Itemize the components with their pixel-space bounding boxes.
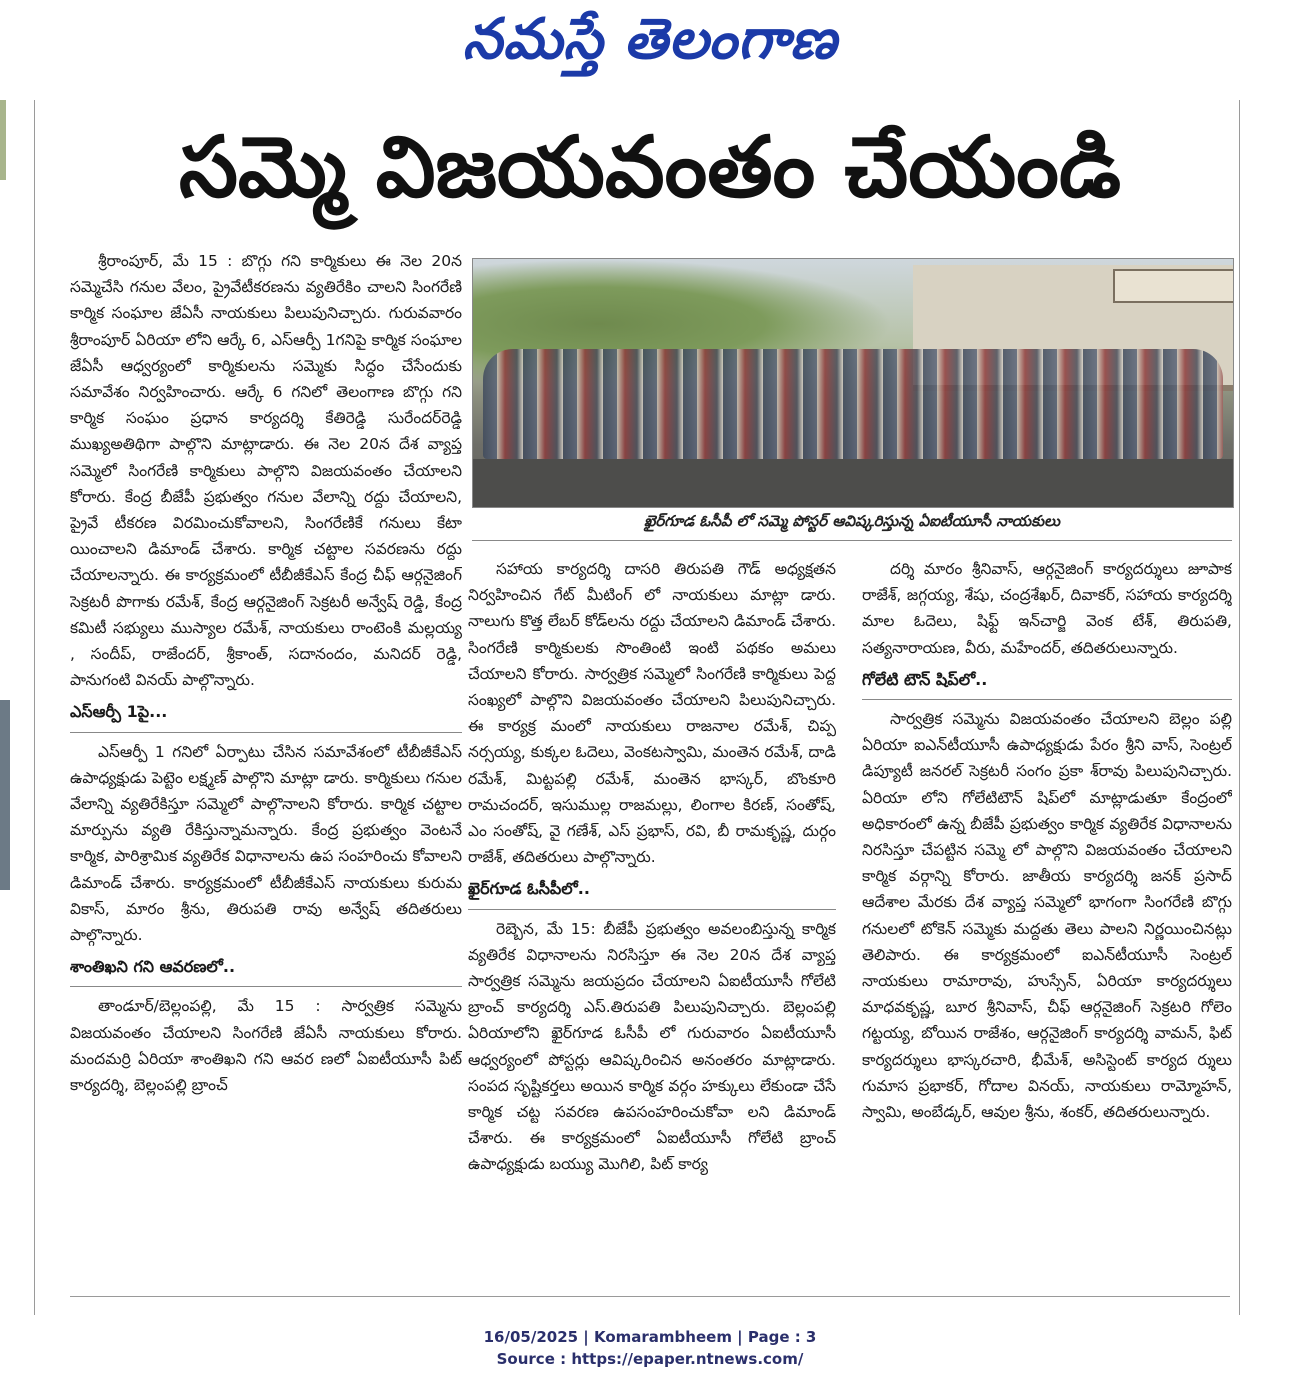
photo-signboard: [1113, 269, 1234, 303]
footer-source-link[interactable]: Source : https://epaper.ntnews.com/: [496, 1350, 804, 1368]
paragraph: తాండూర్/బెల్లంపల్లి, మే 15 : సార్వత్రిక సమ్మెను విజయవంతం చేయాలని సింగరేణి జేఏసీ నాయకులు కోరారు. మందమర్రి ఏరియా శాంతిఖని గని ఆవర ణలో ఏఐటీయూసీ పిట్ కార్యదర్శి, బెల్లంపల్లి బ్రాంచ్: [70, 997, 462, 1095]
article-photo: [472, 258, 1234, 508]
article-column-1: [70, 248, 462, 1294]
article-column-2: [468, 556, 836, 1286]
newspaper-logo: నమస్తే తెలంగాణ: [462, 6, 838, 72]
paragraph: శ్రీరాంపూర్, మే 15 : బొగ్గు గని కార్మికులు ఈ నెల 20న సమ్మెచేసి గనుల వేలం, ప్రైవేటీకరణను వ్యతిరేకిం చాలని సింగరేణి కార్మిక సంఘాల జేఏసీ నాయకులు పిలుపునిచ్చారు. గురువవారం శ్రీరాంపూర్ ఏరియా లోని ఆర్కే 6, ఎస్ఆర్పీ 1గనిపై కార్మిక సంఘాల జేఏసీ ఆధ్వర్యంలో కార్మికులను సమ్మెకు సిద్ధం చేసేందుకు సమావేశం నిర్వహించారు. ఆర్కే 6 గనిలో తెలంగాణ బొగ్గు గని కార్మిక సంఘం ప్రధాన కార్యదర్శి కేతిరెడ్డి సురేందర్‌రెడ్డి ముఖ్యఅతిథిగా పాల్గొని మాట్లాడారు. ఈ నెల 20న దేశ వ్యాప్త సమ్మెలో సింగరేణి కార్మికులు పాల్గొని విజయవంతం చేయాలని కోరారు. కేంద్ర బీజేపీ ప్రభుత్వం గనుల వేలాన్ని రద్దు చేయాలని, ప్రైవే టీకరణ విరమించుకోవాలని, సింగరేణికే గనులు కేటా యించాలని డిమాండ్ చేశారు. కార్మిక చట్టాల సవరణను రద్దు చేయాలన్నారు. ఈ కార్యక్రమంలో టీబీజీకేఎస్ కేంద్ర చీఫ్ ఆర్గనైజింగ్ సెక్రటరీ పొగాకు రమేశ్, కేంద్ర ఆర్గనైజింగ్ సెక్రటరీ అన్వేష్ రెడ్డి, కేంద్ర కమిటీ సభ్యులు ముస్యాల రమేశ్, నాయకులు రాంటెంకి మల్లయ్య , సందీప్, రాజేందర్, శ్రీకాంత్, సదానందం, మనిదర్ రెడ్డి, పానుగంటి వినయ్ పాల్గొన్నారు.: [70, 252, 462, 690]
photo-caption: ఖైర్‌గూడ ఓసీపీ లో సమ్మె పోస్టర్ ఆవిష్కరిస్తున్న ఏఐటీయూసీ నాయకులు: [472, 512, 1232, 541]
page-footer: [0, 1326, 1300, 1370]
adjacent-page-image: [0, 100, 6, 180]
photo-group-of-people: [483, 349, 1223, 459]
paragraph: సహాయ కార్యదర్శి దాసరి తిరుపతి గౌడ్ అధ్యక్షతన నిర్వహించిన గేట్ మీటింగ్ లో నాయకులు మాట్లా డారు. నాలుగు కొత్త లేబర్ కోడ్‌లను రద్దు చేయాలని డిమాండ్ చేశారు. సింగరేణి కార్మికులకు సొంతింటి ఇంటి పథకం అమలు చేయాలని కోరారు. సార్వత్రిక సమ్మెలో సింగరేణి కార్మికులు పెద్ద సంఖ్యలో పాల్గొని విజయవంతం చేయాలని పిలుపునిచ్చారు. ఈ కార్యక్ర మంలో నాయకులు రాజనాల రమేశ్, చిప్ప నర్సయ్య, కుక్కల ఓదెలు, వెంకటస్వామి, మంతెన రమేశ్, దాడి రమేశ్, మిట్టపల్లి రమేశ్, మంతెన భాస్కర్, బొంకూరి రామచందర్, ఇసుముల్ల రాజమల్లు, లింగాల కిరణ్, సంతోష్, ఎం సంతోష్, వై గణేశ్, ఎస్ ప్రభాస్, రవి, బీ రామకృష్ణ, దుర్గం రాజేశ్, తదితరులు పాల్గొన్నారు.: [468, 560, 836, 867]
paragraph: దర్శి మారం శ్రీనివాస్, ఆర్గనైజింగ్ కార్యదర్శులు జూపాక రాజేశ్, జగ్గయ్య, శేషు, చంద్రశేఖర్, దివాకర్, సహాయ కార్యదర్శి మాల ఓదెలు, షిఫ్ట్ ఇన్‌చార్జి వెంక టేశ్, తిరుపతి, సత్యనారాయణ, వీరు, మహేందర్, తదితరులున్నారు.: [862, 560, 1232, 657]
photo-road: [473, 459, 1233, 507]
footer-date-edition-page: 16/05/2025 | Komarambheem | Page : 3: [483, 1328, 817, 1346]
article-headline: సమ్మె విజయవంతం చేయండి: [178, 118, 1122, 216]
adjacent-page-image: [0, 700, 10, 890]
subheading: గోలేటి టౌన్ షిప్‌లో..: [862, 667, 1232, 700]
masthead: [0, 0, 1300, 92]
column-rule-left: [34, 100, 35, 1315]
paragraph: సార్వత్రిక సమ్మెను విజయవంతం చేయాలని బెల్లం పల్లి ఏరియా ఐఎన్‌టీయూసీ ఉపాధ్యక్షుడు పేరం శ్రీని వాస్, సెంట్రల్ డిప్యూటీ జనరల్ సెక్రటరీ సంగం ప్రకా శ్‌రావు పిలుపునిచ్చారు. ఏరియా లోని గోలేటిటౌన్ షిప్‌లో మాట్లాడుతూ కేంద్రంలో అధికారంలో ఉన్న బీజేపీ ప్రభుత్వం కార్మిక వ్యతిరేక విధానాలను నిరసిస్తూ చేపట్టిన సమ్మె లో పాల్గొని విజయవంతం చేయాలని కార్మిక వర్గాన్ని కోరారు. జాతీయ కార్యదర్శి జనక్ ప్రసాద్ ఆదేశాల మేరకు దేశ వ్యాప్త సమ్మెలో భాగంగా సింగరేణి బొగ్గు గనులలో టోకెన్ సమ్మెకు మద్దతు తెలు పాలని నిర్ణయించినట్లు తెలిపారు. ఈ కార్యక్రమంలో ఐఎన్‌టీయూసీ సెంట్రల్ నాయకులు రామారావు, హుస్సేన్, ఏరియా కార్యదర్శులు మాధవకృష్ణ, బూర శ్రీనివాస్, చీఫ్ ఆర్గనైజింగ్ సెక్రటరి గోలెం గట్టయ్య, బోయిన రాజేశం, ఆర్గనైజింగ్ కార్యదర్శి వామన్, ఫిట్ కార్యదర్శులు భాస్కరచారి, భీమేశ్, అసిస్టెంట్ కార్యద ర్శులు గుమాస ప్రభాకర్, గోదాల వినయ్, నాయకులు రామ్మోహన్, స్వామి, అంబేడ్కర్, ఆవుల శ్రీను, శంకర్, తదితరులున్నారు.: [862, 710, 1232, 1122]
article-column-3: [862, 556, 1232, 1286]
column-rule-right: [1239, 100, 1240, 1315]
subheading: శాంతిఖని గని ఆవరణలో..: [70, 954, 462, 987]
subheading: ఎస్ఆర్పీ 1పై...: [70, 699, 462, 732]
subheading: ఖైర్‌గూడ ఓసీపీలో..: [468, 876, 836, 909]
paragraph: రెబ్బెన, మే 15: బీజేపీ ప్రభుత్వం అవలంబిస్తున్న కార్మిక వ్యతిరేక విధానాలను నిరసిస్తూ ఈ నెల 20న దేశ వ్యాప్త సార్వత్రిక సమ్మెను జయప్రదం చేయాలని ఏఐటీయూసీ గోలేటి బ్రాంచ్ కార్యదర్శి ఎస్.తిరుపతి పిలుపునిచ్చారు. బెల్లంపల్లి ఏరియాలోని ఖైర్‌గూడ ఓసీపీ లో గురువారం ఏఐటీయూసీ ఆధ్వర్యంలో పోస్టర్లు ఆవిష్కరించిన అనంతరం మాట్లాడారు. సంపద సృష్టికర్తలు అయిన కార్మిక వర్గం హక్కులు లేకుండా చేసే కార్మిక చట్ట సవరణ ఉపసంహరించుకోవా లని డిమాండ్ చేశారు. ఈ కార్యక్రమంలో ఏఐటీయూసీ గోలేటి బ్రాంచ్ ఉపాధ్యక్షుడు బయ్యు మొగిలి, పిట్ కార్య: [468, 919, 836, 1174]
article-bottom-rule: [70, 1296, 1230, 1297]
paragraph: ఎస్ఆర్పీ 1 గనిలో ఏర్పాటు చేసిన సమావేశంలో టీబీజీకేఎస్ ఉపాధ్యక్షుడు పెట్టెం లక్ష్మణ్ పాల్గొని మాట్లా డారు. కార్మికులు గనుల వేలాన్ని వ్యతిరేకిస్తూ సమ్మెలో పాల్గొనాలని కోరారు. కార్మిక చట్టాల మార్పును వ్యతి రేకిస్తున్నామన్నారు. కేంద్ర ప్రభుత్వం వెంటనే కార్మిక, పారిశ్రామిక వ్యతిరేక విధానాలను ఉప సంహరించు కోవాలని డిమాండ్ చేశారు. కార్యక్రమంలో టీబీజీకేఎస్ నాయకులు కురుమ వికాస్, మారం శ్రీను, తిరుపతి రావు అన్వేష్ తదితరులు పాల్గొన్నారు.: [70, 742, 462, 945]
